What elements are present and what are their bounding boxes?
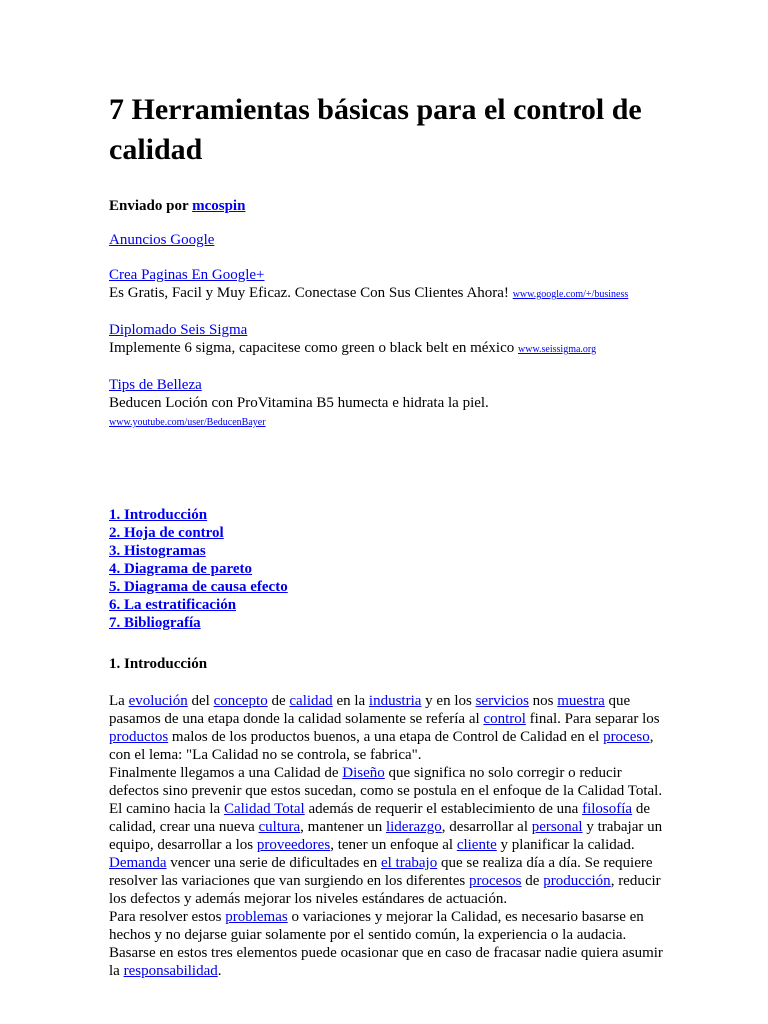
text-run: y trabajar un equipo, desarrollar a los — [109, 819, 663, 853]
text-run: además de requerir el establecimiento de una — [304, 801, 583, 817]
inline-link[interactable]: el trabajo — [380, 855, 438, 871]
text-run: del — [187, 693, 214, 709]
inline-link[interactable]: control — [483, 711, 526, 727]
inline-link[interactable]: producción — [543, 873, 611, 889]
ad-item — [109, 376, 669, 432]
text-run: que se realiza día a día. Se requiere resolver las variaciones que van surgiendo en los diferentes — [109, 855, 653, 889]
text-run: en la — [332, 693, 369, 709]
inline-link[interactable]: Diseño — [342, 765, 385, 781]
text-run: , mantener un — [300, 819, 386, 835]
inline-link[interactable]: evolución — [128, 693, 188, 709]
byline — [109, 198, 669, 215]
text-run: Finalmente llegamos a una Calidad de — [109, 765, 343, 781]
inline-link[interactable]: proceso — [603, 729, 650, 745]
paragraph — [109, 764, 669, 800]
inline-link[interactable]: cliente — [456, 837, 497, 853]
ad-url-link[interactable]: www.seissigma.org — [518, 344, 597, 355]
ad-text: Beducen Loción con ProVitamina B5 humecta e hidrata la piel. — [109, 395, 489, 411]
toc-link-histogramas[interactable]: 3. Histogramas — [109, 543, 206, 559]
text-run: que pasamos de una etapa donde la calidad solamente se refería al — [109, 693, 631, 727]
ad-item — [109, 321, 669, 359]
text-run: , desarrollar al — [441, 819, 532, 835]
text-run: que significa no solo corregir o reducir defectos sino prevenir que estos sucedan, como se postula en el enfoque de la Calidad Total. — [109, 765, 663, 799]
toc-link-bibliografia[interactable]: 7. Bibliografía — [109, 615, 201, 631]
inline-link[interactable]: Calidad Total — [223, 801, 305, 817]
inline-link[interactable]: procesos — [469, 873, 522, 889]
paragraph — [109, 800, 669, 854]
text-run: Para resolver estos — [109, 909, 226, 925]
body-text — [109, 692, 669, 980]
inline-link[interactable]: calidad — [289, 693, 333, 709]
text-run: . — [217, 963, 222, 979]
toc-link-hoja-de-control[interactable]: 2. Hoja de control — [109, 525, 224, 541]
page-title: 7 Herramientas básicas para el control de calidad — [109, 93, 642, 166]
paragraph — [109, 908, 669, 980]
ad-url-link[interactable]: www.youtube.com/user/BeducenBayer — [109, 417, 266, 428]
text-run: vencer una serie de dificultades en — [166, 855, 381, 871]
inline-link[interactable]: industria — [368, 693, 422, 709]
inline-link[interactable]: liderazgo — [385, 819, 442, 835]
ad-text: Implemente 6 sigma, capacitese como green o black belt en méxico — [109, 340, 515, 356]
inline-link[interactable]: Demanda — [109, 855, 167, 871]
text-run: y en los — [421, 693, 476, 709]
ad-title-link[interactable]: Diplomado Seis Sigma — [109, 322, 248, 338]
inline-link[interactable]: muestra — [557, 693, 605, 709]
toc-link-introduccion[interactable]: 1. Introducción — [109, 507, 208, 523]
text-run: y planificar la calidad. — [496, 837, 635, 853]
toc-link-diagrama-causa-efecto[interactable]: 5. Diagrama de causa efecto — [109, 579, 288, 595]
author-link[interactable]: mcospin — [192, 198, 246, 214]
text-run: , reducir los defectos y además mejorar los niveles estándares de actuación. — [109, 873, 661, 907]
toc-link-diagrama-de-pareto[interactable]: 4. Diagrama de pareto — [109, 561, 253, 577]
ads-header — [109, 232, 669, 249]
inline-link[interactable]: productos — [109, 729, 169, 745]
inline-link[interactable]: personal — [531, 819, 583, 835]
byline-prefix: Enviado por — [109, 198, 189, 214]
ad-url-link[interactable]: www.google.com/+/business — [512, 289, 629, 300]
text-run: La — [109, 693, 129, 709]
text-run: nos — [528, 693, 558, 709]
paragraph — [109, 692, 669, 764]
inline-link[interactable]: concepto — [213, 693, 268, 709]
paragraph — [109, 854, 669, 908]
ad-text: Es Gratis, Facil y Muy Eficaz. Conectase Con Sus Clientes Ahora! — [109, 285, 509, 301]
text-run: final. Para separar los — [525, 711, 660, 727]
inline-link[interactable]: servicios — [475, 693, 529, 709]
inline-link[interactable]: problemas — [225, 909, 288, 925]
text-run: , con el lema: "La Calidad no se controla, se fabrica". — [109, 729, 654, 763]
text-run: El camino hacia la — [109, 801, 224, 817]
ad-title-link[interactable]: Tips de Belleza — [109, 377, 202, 393]
text-run: de — [521, 873, 544, 889]
article — [109, 90, 669, 980]
ads-google-link[interactable]: Anuncios Google — [109, 232, 215, 248]
inline-link[interactable]: cultura — [258, 819, 301, 835]
section-heading: 1. Introducción — [109, 656, 208, 672]
text-run: de — [267, 693, 290, 709]
text-run: de calidad, crear una nueva — [109, 801, 651, 835]
ad-title-link[interactable]: Crea Paginas En Google+ — [109, 267, 265, 283]
text-run: malos de los productos buenos, a una etapa de Control de Calidad en el — [168, 729, 604, 745]
toc-link-estratificacion[interactable]: 6. La estratificación — [109, 597, 237, 613]
table-of-contents — [109, 506, 669, 632]
inline-link[interactable]: proveedores — [256, 837, 331, 853]
inline-link[interactable]: filosofía — [582, 801, 633, 817]
text-run: , tener un enfoque al — [330, 837, 457, 853]
inline-link[interactable]: responsabilidad — [123, 963, 218, 979]
ad-item — [109, 266, 669, 304]
text-run: o variaciones y mejorar la Calidad, es necesario basarse en hechos y no dejarse guiar solamente por el sentido común, la experiencia o la audacia. Basarse en estos tres elementos puede ocasionar que en caso de fracasar nadie quiera asumir la — [109, 909, 663, 979]
ads-list — [109, 266, 669, 432]
